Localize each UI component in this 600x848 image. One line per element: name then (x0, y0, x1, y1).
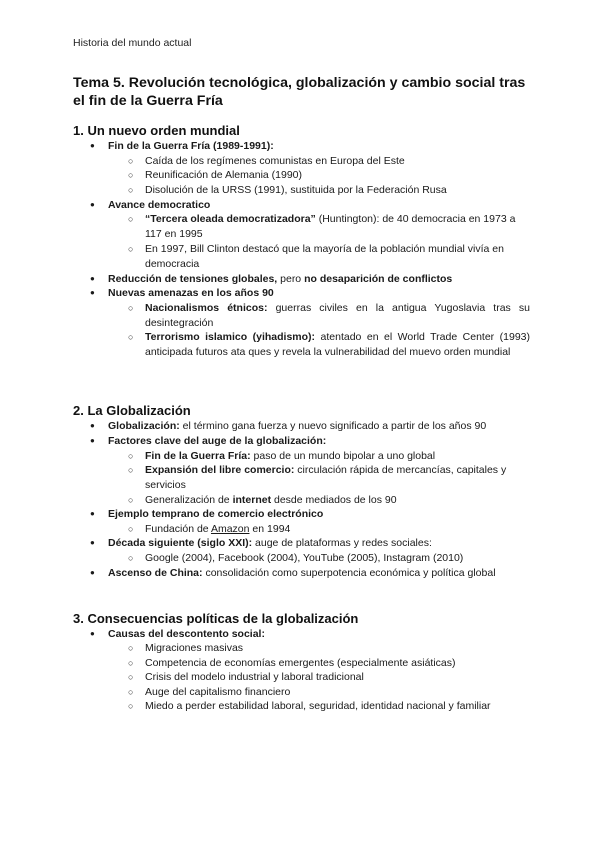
list-item: ○ Auge del capitalismo financiero (145, 685, 530, 700)
bullet-nuevas-amenazas: ● Nuevas amenazas en los años 90 (108, 286, 528, 301)
bullet-decada-siguiente: ● Década siguiente (siglo XXI): auge de plataformas y redes sociales: (108, 536, 528, 551)
list-item: ○ Generalización de internet desde mediados de los 90 (145, 493, 530, 508)
bullet-avance-democratico: ● Avance democratico (108, 198, 528, 213)
bullet-globalizacion: ● Globalización: el término gana fuerza y nuevo significado a partir de los años 90 (108, 419, 528, 434)
section-1-heading: 1. Un nuevo orden mundial (73, 123, 240, 138)
bullet-reduccion-tensiones: ● Reducción de tensiones globales, pero no desaparición de conflictos (108, 272, 528, 287)
list-item: ○ Caída de los regímenes comunistas en Europa del Este (145, 154, 530, 169)
page-title: Tema 5. Revolución tecnológica, globalización y cambio social tras el fin de la Guerra Fría (73, 75, 526, 109)
amazon-link[interactable]: Amazon (210, 523, 250, 535)
list-item: ○ Competencia de economías emergentes (especialmente asiáticas) (145, 656, 530, 671)
bullet-causas-descontento: ● Causas del descontento social: (108, 627, 528, 642)
list-item: ○ Google (2004), Facebook (2004), YouTube (2005), Instagram (2010) (145, 551, 530, 566)
list-item: ○ Nacionalismos étnicos: guerras civiles en la antigua Yugoslavia tras su desintegración (145, 301, 530, 330)
list-item: ○ Fin de la Guerra Fría: paso de un mundo bipolar a uno global (145, 449, 530, 464)
list-item: ○ Migraciones masivas (145, 641, 530, 656)
bullet-factores-clave: ● Factores clave del auge de la globalización: (108, 434, 528, 449)
list-item: ○ Terrorismo islamico (yihadismo): atentado en el World Trade Center (1993) anticipada futuros ata ques y revela la vulnerabilidad del muevo orden mundial (145, 330, 530, 359)
list-item: ○ Reunificación de Alemania (1990) (145, 168, 530, 183)
section-2-heading: 2. La Globalización (73, 403, 191, 418)
section-3-heading: 3. Consecuencias políticas de la globalización (73, 611, 359, 626)
list-item: ○ En 1997, Bill Clinton destacó que la mayoría de la población mundial vivía en democracia (145, 242, 530, 271)
list-item: ○ Crisis del modelo industrial y laboral tradicional (145, 670, 530, 685)
list-item: ○ “Tercera oleada democratizadora” (Huntington): de 40 democracia en 1973 a 117 en 1995 (145, 212, 530, 241)
page-header: Historia del mundo actual (73, 37, 192, 49)
list-item: ○ Miedo a perder estabilidad laboral, seguridad, identidad nacional y familiar (145, 699, 530, 714)
bullet-ascenso-china: ● Ascenso de China: consolidación como superpotencia económica y política global (108, 566, 528, 581)
bullet-fin-guerra-fria: ● Fin de la Guerra Fría (1989-1991): (108, 139, 528, 154)
list-item: ○ Disolución de la URSS (1991), sustituida por la Federación Rusa (145, 183, 530, 198)
list-item: ○ Fundación de Amazon en 1994 (145, 522, 530, 537)
bullet-comercio-electronico: ● Ejemplo temprano de comercio electrónico (108, 507, 528, 522)
list-item: ○ Expansión del libre comercio: circulación rápida de mercancías, capitales y servicios (145, 463, 530, 492)
